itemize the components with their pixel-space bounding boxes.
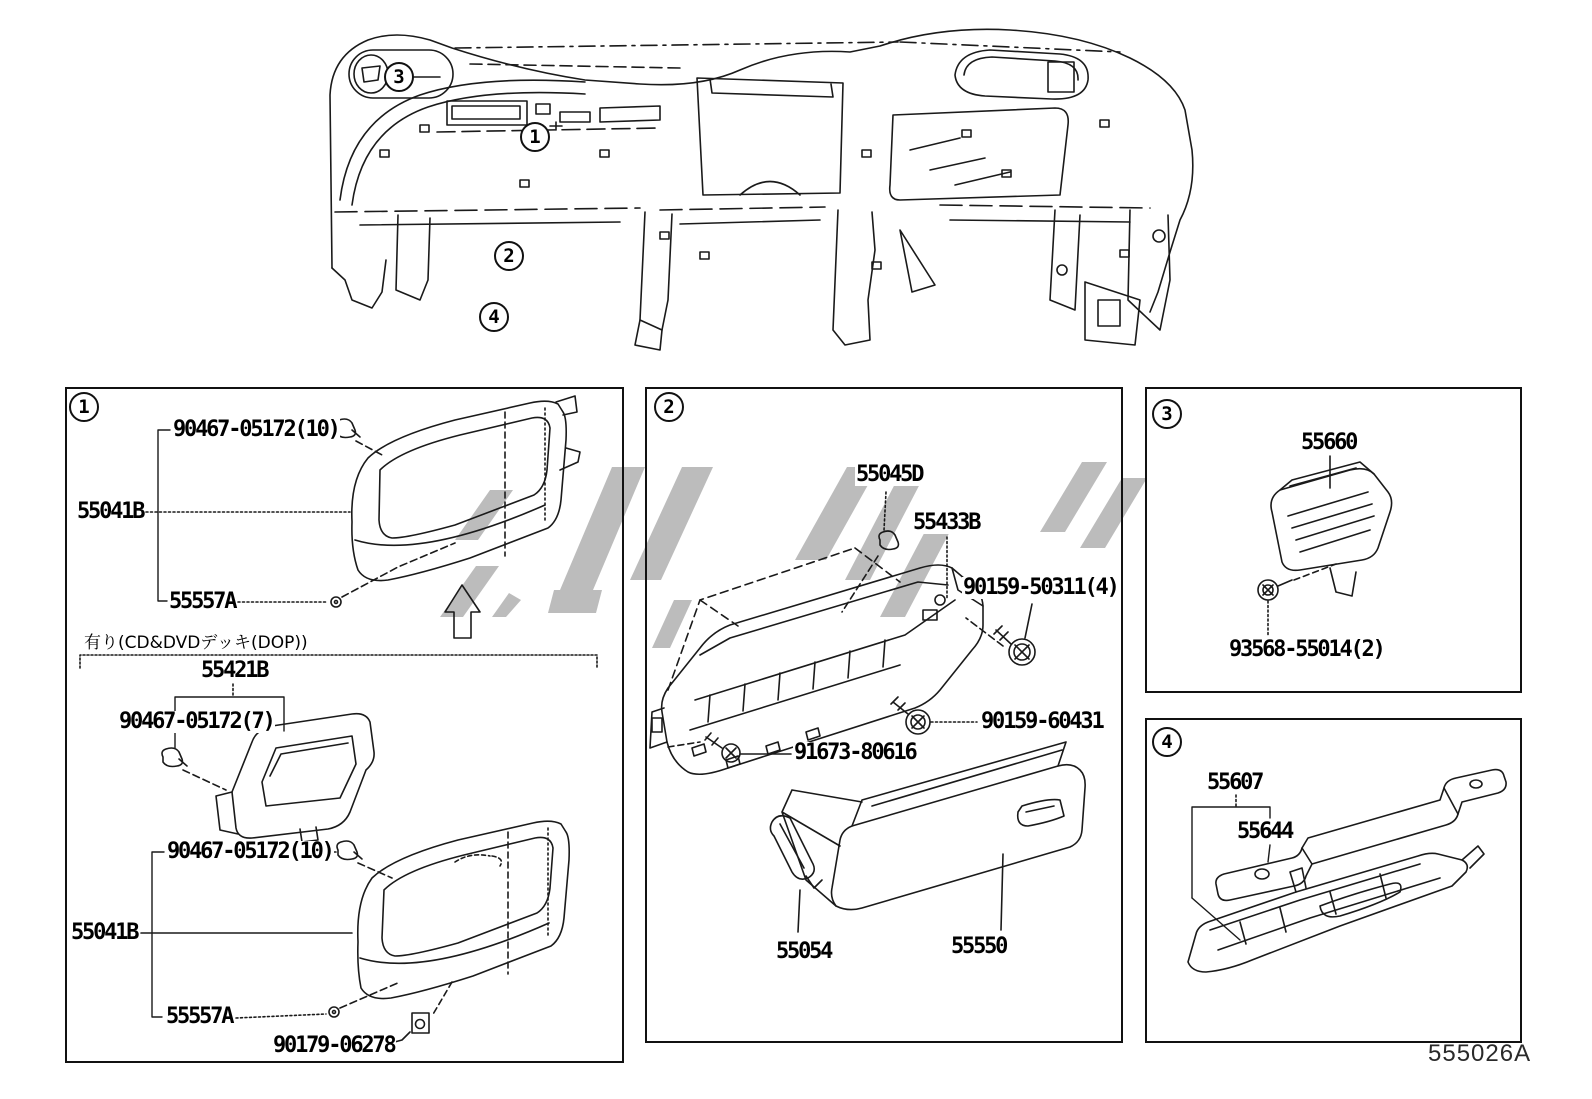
cd-dvd-deck-note: 有り(CD&DVDデッキ(DOP)) — [84, 628, 308, 653]
part-label-screw-upper: 90159-50311(4) — [963, 575, 1118, 600]
part-label-hook-upper: 55557A — [169, 589, 236, 614]
part-label-safety-pad-lower: 55041B — [71, 920, 138, 945]
part-label-screw-front: 91673-80616 — [794, 740, 916, 765]
panel3-callout: 3 — [1152, 399, 1182, 429]
part-label-clip-cd: 90467-05172(7) — [119, 709, 274, 734]
part-label-screw-lower: 90159-60431 — [981, 709, 1103, 734]
part-label-clip-upper: 90467-05172(10) — [173, 417, 339, 442]
panel4-drawing — [1188, 770, 1506, 972]
overview-callout-2: 2 — [494, 241, 524, 271]
panel3-drawing — [1258, 456, 1392, 636]
instrument-panel-overview-drawing — [330, 29, 1193, 350]
overview-callout-1: 1 — [520, 122, 550, 152]
part-label-bracket: 55644 — [1237, 819, 1293, 844]
panel4-callout: 4 — [1152, 727, 1182, 757]
part-label-glove-box-door: 55550 — [951, 934, 1007, 959]
part-label-hook-lower: 55557A — [166, 1004, 233, 1029]
overview-callout-4: 4 — [479, 302, 509, 332]
part-label-mark-plate: 55607 — [1207, 770, 1263, 795]
part-label-panel-reinforcement: 55433B — [913, 510, 980, 535]
part-label-register-screw: 93568-55014(2) — [1229, 637, 1384, 662]
overview-callout-3: 3 — [384, 62, 414, 92]
part-label-cover: 55045D — [856, 462, 923, 487]
part-label-safety-pad-upper: 55041B — [77, 499, 144, 524]
watermark-logo — [440, 462, 1147, 648]
part-label-check-damper: 55054 — [776, 939, 832, 964]
panel1-callout: 1 — [69, 392, 99, 422]
part-label-clip-lower: 90467-05172(10) — [167, 839, 333, 864]
part-label-cluster-finish-panel: 55421B — [201, 658, 268, 683]
panel2-callout: 2 — [654, 392, 684, 422]
diagram-code: 555026A — [1428, 1040, 1532, 1067]
part-label-register: 55660 — [1301, 430, 1357, 455]
part-label-cushion: 90179-06278 — [273, 1033, 395, 1058]
